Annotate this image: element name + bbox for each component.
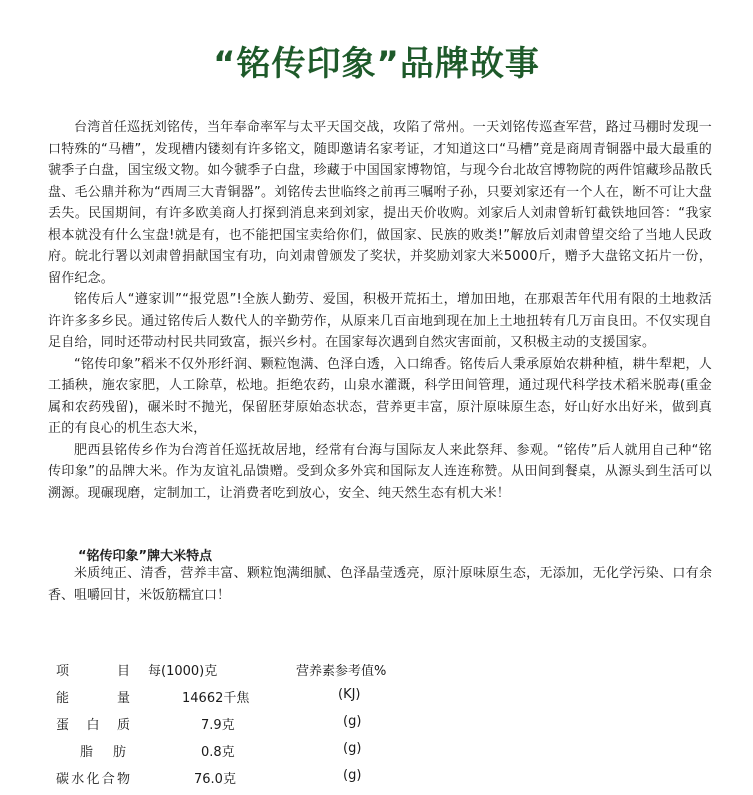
- nutrition-table: [56, 660, 456, 795]
- table-row: [56, 741, 456, 768]
- nutrient-name: 脂肪: [80, 745, 126, 760]
- nutrient-name: 蛋白质: [56, 718, 130, 733]
- story-paragraph: 铭传后人“遵家训”“报党恩”!全族人勤劳、爱国，积极开荒拓土，增加田地，在那艰苦年代用有限的土地救活许许多多乡民。通过铭传后人数代人的辛勤劳作，从原来几百亩地到现在加上土地扭转有几万亩良田。不仅实现自足自给，同时还带动村民共同致富，振兴乡村。在国家每次遇到自然灾害面前，又积极主动的支援国家。: [48, 292, 712, 350]
- nutrient-unit: (KJ): [338, 687, 361, 702]
- features-text: 米质纯正、清香，营养丰富、颗粒饱满细腻、色泽晶莹透亮，原汁原味原生态，无添加，无化学污染、口有余香、咀嚼回甘，米饭筋糯宜口！: [48, 566, 712, 603]
- page-title: “铭传印象”品牌故事: [213, 44, 540, 84]
- story-paragraph: “铭传印象”稻米不仅外形纤润、颗粒饱满、色泽白透，入口绵香。铭传后人秉承原始农耕种植，耕牛犁耙，人工插秧，施农家肥，人工除草，松地。拒绝农药，山泉水灌溉，科学田间管理，通过现代科学技术稻米脱毒(重金属和农药残留)，碾米时不抛光，保留胚芽原始态状态，营养更丰富，原汁原味原生态，好山好水出好米，做到真正的有良心的机生态大米，: [48, 356, 712, 436]
- table-row: [56, 768, 456, 795]
- header-item: 项目: [56, 664, 130, 679]
- nutrition-header-row: [56, 660, 456, 687]
- features-title: “铭传印象”牌大米特点: [78, 549, 213, 564]
- story-paragraph: 台湾首任巡抚刘铭传，当年奉命率军与太平天国交战，攻陷了常州。一天刘铭传巡查军营，路过马棚时发现一口特殊的“马槽”，发现槽内镂刻有许多铭文，随即邀请名家考证，才知道这口“马槽”竟是商周青铜器中最大最重的虢季子白盘，国宝级文物。如今虢季子白盘，珍藏于中国国家博物馆，与现今台北故宫博物院的两件馆藏珍品散氏盘、毛公鼎并称为“西周三大青铜器”。刘铭传去世临终之前再三嘱咐子孙，只要刘家还有一个人在，断不可让大盘丢失。民国期间，有许多欧美商人打探到消息来到刘家，提出天价收购。刘家后人刘肃曾斩钉截铁地回答：“我家根本就没有什么宝盘!就是有，也不能把国宝卖给你们，做国家、民族的败类!”解放后刘肃曾望交给了当地人民政府。皖北行署以刘肃曾捐献国宝有功，向刘肃曾颁发了奖状，并奖励刘家大米5000斤，赠予大盘铭文拓片一份，留作纪念。: [48, 120, 712, 286]
- nutrient-name: 碳水化合物: [56, 772, 130, 787]
- nutrient-unit: (g): [343, 741, 362, 756]
- header-unit: 营养素参考值%: [296, 664, 387, 679]
- brand-story: [48, 117, 712, 504]
- table-row: [56, 714, 456, 741]
- table-row: [56, 687, 456, 714]
- nutrient-amount: 14662千焦: [182, 691, 250, 706]
- story-paragraph: 肥西县铭传乡作为台湾首任巡抚故居地，经常有台海与国际友人来此祭拜、参观。“铭传”后人就用自己种“铭传印象”的品牌大米。作为友谊礼品馈赠。受到众多外宾和国际友人连连称赞。从田间到餐桌，从源头到生活可以溯源。现碾现磨，定制加工，让消费者吃到放心，安全、纯天然生态有机大米！: [48, 442, 712, 501]
- nutrient-name: 能量: [56, 691, 130, 706]
- nutrient-amount: 76.0克: [194, 772, 236, 787]
- nutrient-amount: 0.8克: [201, 745, 235, 760]
- header-amount: 每(1000)克: [148, 664, 218, 679]
- nutrient-unit: (g): [343, 714, 362, 729]
- nutrient-unit: (g): [343, 768, 362, 783]
- nutrient-amount: 7.9克: [201, 718, 235, 733]
